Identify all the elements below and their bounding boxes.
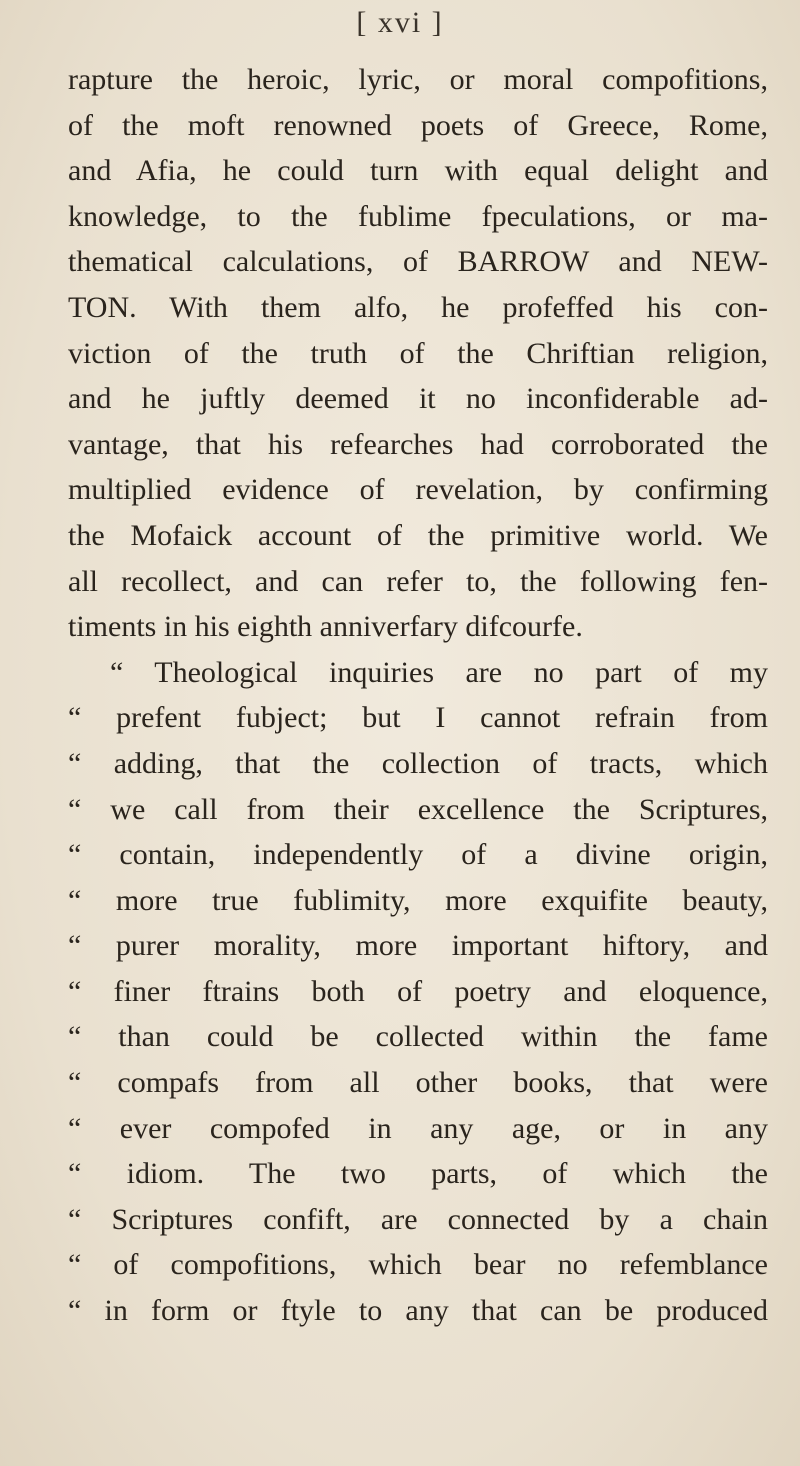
- text-line: timents in his eighth anniverfary difcourfe.: [68, 610, 583, 644]
- text-line: knowledge, to the fublime fpeculations, or ma-: [68, 199, 768, 233]
- quote-line: “ in form or ftyle to any that can be produced: [68, 1294, 768, 1328]
- text-line: thematical calculations, of BARROW and NEW-: [68, 245, 768, 279]
- text-line: rapture the heroic, lyric, or moral compofitions,: [68, 63, 768, 96]
- text-line: of the moft renowned poets of Greece, Rome,: [68, 108, 768, 142]
- quote-line: “ purer morality, more important hiftory, and: [68, 929, 768, 963]
- body-text: [68, 57, 768, 1334]
- text-line: all recollect, and can refer to, the following fen-: [68, 564, 768, 598]
- quote-line: “ contain, independently of a divine origin,: [68, 838, 768, 872]
- text-line: the Mofaick account of the primitive world. We: [68, 518, 768, 552]
- text-line: TON. With them alfo, he profeffed his con-: [68, 290, 768, 324]
- quote-line: “ Theological inquiries are no part of my: [110, 655, 768, 689]
- quote-line: “ Scriptures confift, are connected by a chain: [68, 1202, 768, 1236]
- quote-line: “ ever compofed in any age, or in any: [68, 1111, 768, 1145]
- quote-line: “ finer ftrains both of poetry and eloquence,: [68, 974, 768, 1008]
- quote-line: “ of compofitions, which bear no refemblance: [68, 1248, 768, 1282]
- quote-line: “ than could be collected within the fame: [68, 1020, 768, 1054]
- text-line: and he juftly deemed it no inconfiderable ad-: [68, 382, 768, 416]
- text-line: viction of the truth of the Chriftian religion,: [68, 336, 768, 370]
- quote-line: “ we call from their excellence the Scriptures,: [68, 792, 768, 826]
- quotation: [68, 650, 768, 1334]
- text-line: multiplied evidence of revelation, by confirming: [68, 473, 768, 507]
- quote-line: “ adding, that the collection of tracts, which: [68, 746, 768, 780]
- quote-line: “ idiom. The two parts, of which the: [68, 1157, 768, 1191]
- page-number-header: [ xvi ]: [356, 6, 444, 39]
- quote-line: “ compafs from all other books, that were: [68, 1066, 768, 1100]
- text-line: vantage, that his refearches had corroborated the: [68, 427, 768, 461]
- paragraph-1: [68, 57, 768, 650]
- quote-line: “ more true fublimity, more exquifite beauty,: [68, 883, 768, 917]
- quote-line: “ prefent fubject; but I cannot refrain from: [68, 701, 768, 735]
- text-line: and Afia, he could turn with equal delight and: [68, 154, 768, 188]
